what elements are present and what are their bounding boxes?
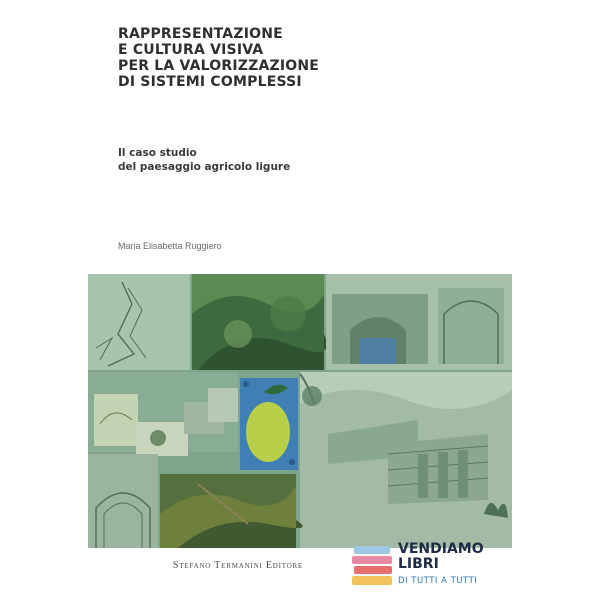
book-stack-icon — [350, 542, 394, 588]
badge-line-1: VENDIAMO — [398, 541, 484, 557]
author-name: Maria Elisabetta Ruggiero — [118, 241, 222, 251]
collage-artwork — [88, 274, 512, 548]
title-line: DI SISTEMI COMPLESSI — [118, 74, 302, 90]
cover-collage-image — [88, 274, 512, 548]
book-title — [118, 26, 319, 90]
title-line: PER LA VALORIZZAZIONE — [118, 58, 320, 74]
subtitle-line: Il caso studio — [118, 147, 197, 159]
title-line: E CULTURA VISIVA — [118, 42, 264, 58]
vendiamo-libri-badge — [350, 538, 484, 592]
publisher-name: Stefano Termanini Editore — [172, 560, 304, 571]
book-cover — [88, 0, 512, 600]
subtitle-line: del paesaggio agricolo ligure — [118, 161, 291, 173]
title-line: RAPPRESENTAZIONE — [118, 26, 283, 42]
book-subtitle — [118, 146, 290, 174]
badge-title — [398, 542, 484, 572]
badge-line-2: LIBRI — [398, 556, 439, 572]
badge-tagline: DI TUTTI A TUTTI — [398, 576, 478, 586]
